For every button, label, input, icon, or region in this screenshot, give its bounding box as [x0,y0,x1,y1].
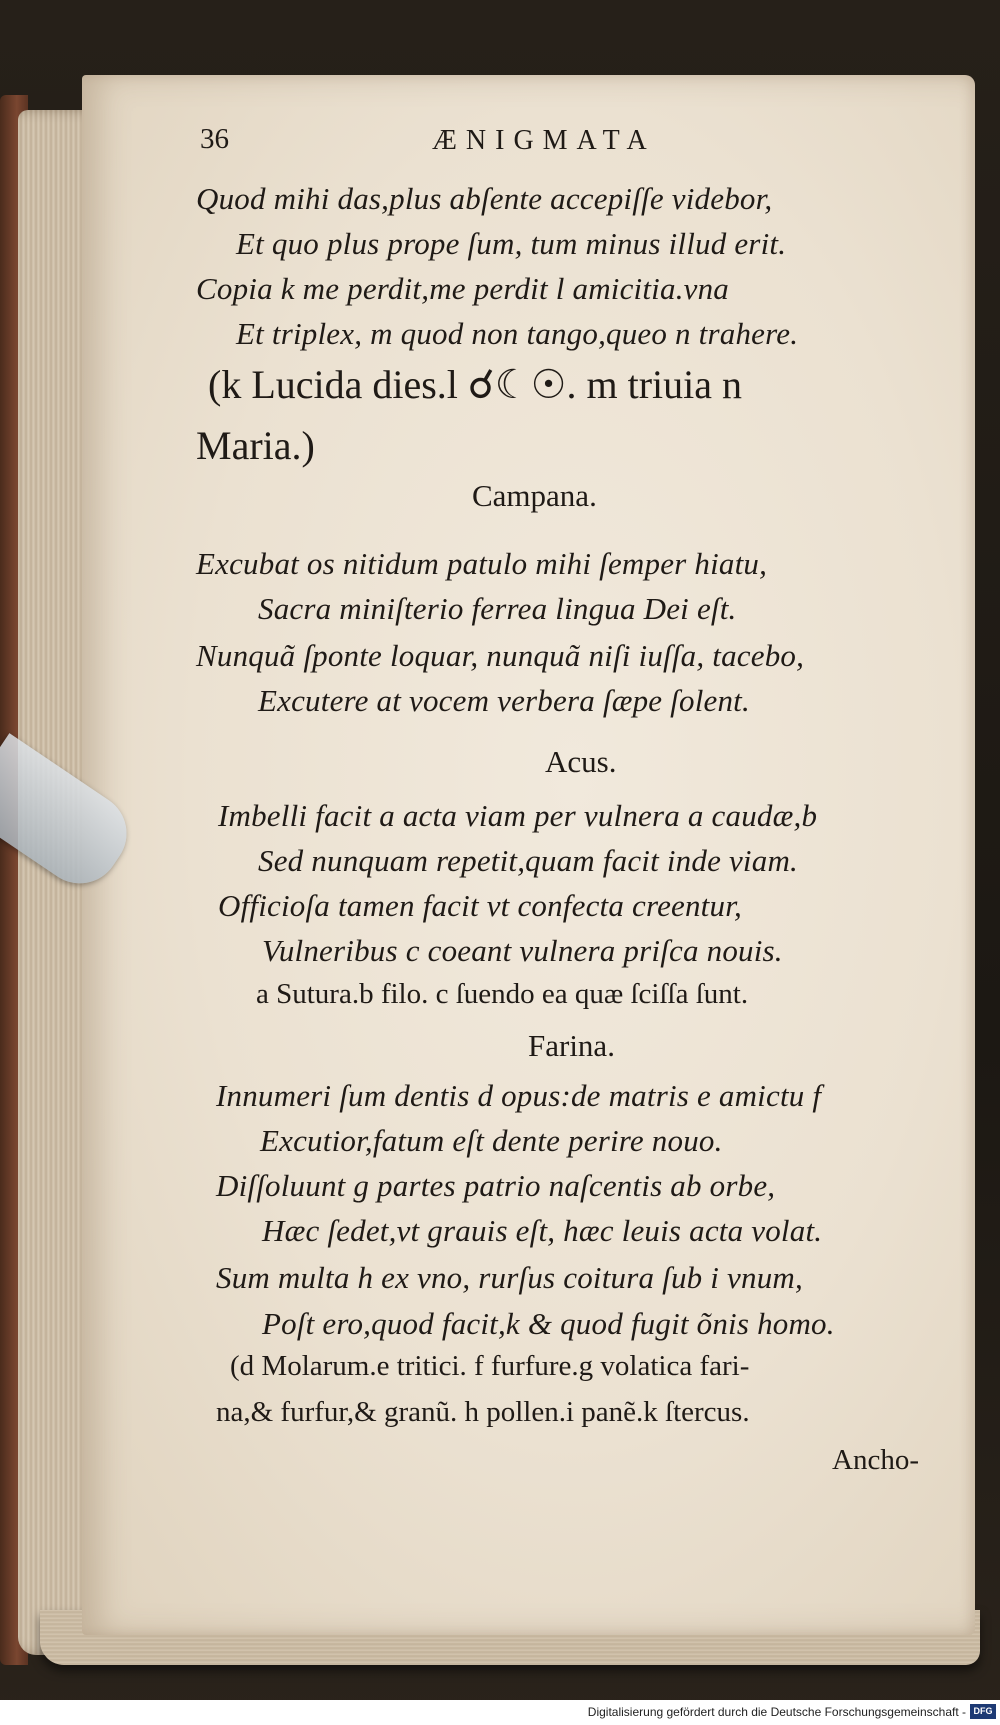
acus-line: Imbelli facit a acta viam per vulnera a caudæ,b [218,798,818,833]
riddle1-line: Quod mihi das,plus abſente accepiſſe videbor, [196,181,773,216]
riddle1-note-cont: Maria.) [196,423,315,468]
campana-line: Excubat os nitidum patulo mihi ſemper hiatu, [196,546,768,581]
campana-line: Excutere at vocem verbera ſæpe ſolent. [258,683,750,718]
farina-line: Sum multa h ex vno, rurſus coitura ſub i vnum, [216,1260,803,1295]
footer-credit: Digitalisierung gefördert durch die Deutsche Forschungsgemeinschaft - [587,1705,966,1719]
farina-line: Poſt ero,quod facit,k & quod fugit õnis homo. [262,1306,835,1341]
riddle1-line: Et quo plus prope ſum, tum minus illud erit. [236,226,787,261]
riddle1-line: Copia k me perdit,me perdit l amicitia.vna [196,271,730,306]
section-title-acus: Acus. [545,744,617,779]
farina-line: Innumeri ſum dentis d opus:de matris e amictu f [216,1078,822,1113]
farina-line: Excutior,fatum eſt dente perire nouo. [260,1123,723,1158]
riddle1-note: (k Lucida dies.l ☌☾☉. m triuia n [208,362,743,407]
campana-line: Sacra miniſterio ferrea lingua Dei eſt. [258,591,737,626]
acus-note: a Sutura.b filo. c ſuendo ea quæ ſciſſa ſunt. [256,978,749,1010]
campana-line: Nunquã ſponte loquar, nunquã niſi iuſſa, tacebo, [196,638,805,673]
acus-line: Officioſa tamen facit vt confecta creentur, [218,888,742,923]
dfg-logo: DFG [970,1704,996,1719]
page-number: 36 [200,123,229,155]
section-title-farina: Farina. [528,1028,615,1063]
acus-line: Vulneribus c coeant vulnera priſca nouis. [262,933,783,968]
farina-line: Hæc ſedet,vt grauis eſt, hæc leuis acta volat. [262,1213,823,1248]
catchword: Ancho- [832,1444,919,1476]
section-title-campana: Campana. [472,478,597,513]
acus-line: Sed nunquam repetit,quam facit inde viam. [258,843,798,878]
farina-note-cont: na,& furfur,& granũ. h pollen.i panẽ.k ſtercus. [216,1396,750,1428]
running-title: ÆNIGMATA [432,125,656,156]
farina-note: (d Molarum.e tritici. f furfure.g volatica fari- [230,1350,750,1382]
riddle1-line: Et triplex, m quod non tango,queo n trahere. [236,316,799,351]
farina-line: Diſſoluunt g partes patrio naſcentis ab orbe, [216,1168,776,1203]
